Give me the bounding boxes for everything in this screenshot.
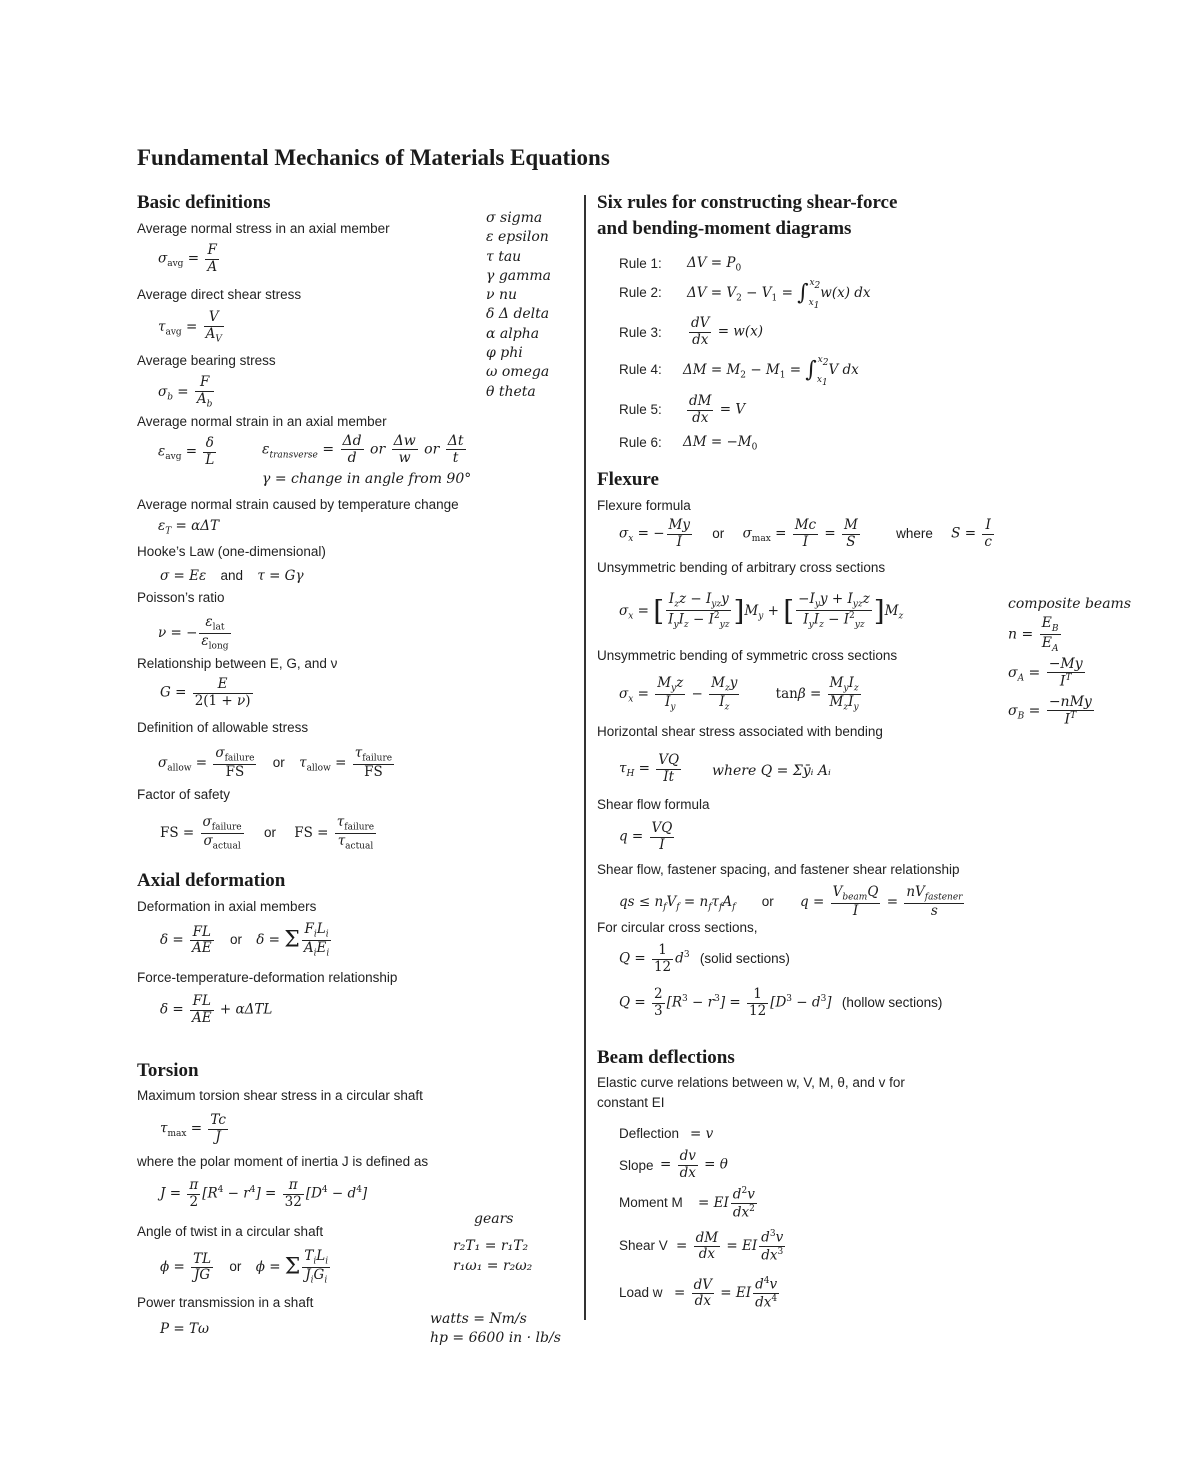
eq-horizontal-shear: $\tau_H$ = $\frac{VQ}{It}$: [619, 752, 680, 785]
eq-rule-3: $\frac{dV}{dx}$ = w(x): [691, 315, 764, 348]
eq-hookes-law: σ = Eε and τ = Gγ: [160, 568, 304, 584]
column-divider: [584, 195, 586, 1320]
eq-horsepower: hp = 6600 in · lb/s: [430, 1330, 561, 1346]
heading-basic-definitions: Basic definitions: [137, 192, 271, 213]
eq-composite-n: n = $\frac{E_B}{E_A}$: [1008, 615, 1059, 654]
greek-item: σ sigma: [486, 210, 543, 226]
greek-item: τ tau: [486, 248, 522, 265]
label-shear-flow: Shear flow formula: [597, 797, 710, 812]
greek-item: ε epsilon: [486, 229, 549, 246]
eq-unsymmetric-symmetric: $\sigma_x$ = $\frac{M_yz}{I_y}$ − $\frac{M_zy}{I_z}$ tanβ = $\frac{M_yI_z}{M_zI_y}$: [619, 675, 859, 713]
eq-composite-sigma-a: $\sigma_A$ = $\frac{-My}{I^T}$: [1008, 656, 1083, 690]
word-where: where: [896, 525, 933, 541]
eq-q-solid: Q = $\frac{1}{12}$ $d^3$ (solid sections): [619, 942, 790, 975]
label-poissons-ratio: Poisson’s ratio: [137, 590, 225, 605]
label-axial-deformation: Deformation in axial members: [137, 899, 317, 914]
heading-flexure: Flexure: [597, 469, 659, 490]
eq-gears-torque: r₂T₁ = r₁T₂: [453, 1238, 529, 1254]
label-relationship-egv: Relationship between E, G, and ν: [137, 656, 338, 671]
word-and: and: [220, 568, 244, 583]
eq-polar-moment: J = $\frac{\pi}{2}$ $[R^4 - r^4]$ = $\frac{\pi}{32}$ $[D^4 - d^4]$: [160, 1177, 368, 1210]
word-or: or: [263, 825, 276, 841]
eq-watts: watts = Nm/s: [430, 1311, 527, 1327]
label-flexure-formula: Flexure formula: [597, 498, 691, 513]
greek-item: δ Δ delta: [486, 306, 550, 323]
composite-beams-label: composite beams: [1008, 596, 1132, 612]
page-title: Fundamental Mechanics of Materials Equations: [137, 145, 610, 170]
label-circular-sections: For circular cross sections,: [597, 920, 758, 935]
hollow-sections-note: (hollow sections): [841, 994, 943, 1010]
eq-fastener-relationship: qs ≤ $n_fV_f = n_f\tau_fA_f$ or q = $\frac{V_{beam}Q}{I}$ = $\frac{nV_{fastener}}{s}$: [619, 884, 963, 920]
eq-thermal-strain: $\varepsilon_T = \alpha\Delta T$: [158, 518, 220, 537]
eq-shear-flow: q = $\frac{VQ}{I}$: [619, 820, 673, 853]
greek-item: α alpha: [486, 325, 540, 342]
greek-item: φ phi: [486, 345, 523, 362]
eq-rule-5: $\frac{dM}{dx}$ = V: [689, 393, 746, 426]
label-bearing-stress: Average bearing stress: [137, 353, 276, 368]
greek-legend: [486, 209, 551, 402]
rule-4-label: Rule 4:: [619, 362, 662, 377]
eq-composite-sigma-b: $\sigma_B$ = $\frac{\text{−nMy}}{I^T}$: [1008, 694, 1092, 728]
eq-transverse-strain: $\varepsilon_{transverse}$ = $\frac{\Delta d}{d}$ or $\frac{\Delta w}{w}$ or $\frac{\Delta t}{t}$: [262, 433, 464, 467]
eq-rule-1: $\Delta V = P_0$: [687, 255, 742, 274]
greek-item: γ gamma: [486, 267, 552, 284]
eq-load: = $\frac{dV}{dx}$ = EI $\frac{d^4v}{dx^4}$: [674, 1276, 778, 1311]
rule-3-label: Rule 3:: [619, 325, 662, 340]
label-allowable-stress: Definition of allowable stress: [137, 720, 309, 735]
eq-bearing-stress: $\sigma_b$ = $\frac{F}{A_b}$: [158, 374, 213, 410]
label-hookes-law: Hooke’s Law (one-dimensional): [137, 544, 326, 559]
eq-power-transmission: P = Tω: [160, 1321, 209, 1337]
eq-factor-of-safety: FS = $\frac{\sigma_{failure}}{\sigma_{actual}}$ or FS = $\frac{\tau_{failure}}{\tau_{actual}}$: [160, 814, 375, 852]
label-angle-of-twist: Angle of twist in a circular shaft: [137, 1224, 324, 1239]
eq-slope: = $\frac{dv}{dx}$ = θ: [660, 1148, 728, 1181]
eq-q-hollow: Q = $\frac{2}{3}$ $[R^3 - r^3]$ = $\frac{1}{12}$ $[D^3 - d^3]$ (hollow sections): [619, 986, 943, 1019]
heading-six-rules-1: Six rules for constructing shear-force: [597, 192, 898, 213]
label-shear: Shear V: [619, 1238, 668, 1253]
rule-2-label: Rule 2:: [619, 285, 662, 300]
eq-avg-normal-stress: $\sigma_{avg}$ = $\frac{F}{A}$: [158, 242, 218, 275]
eq-flexure-formula: $\sigma_x$ = − $\frac{My}{I}$ or $\sigma_{max}$ = $\frac{Mc}{I}$ = $\frac{M}{S}$ where S = $\frac{I}{c}$: [619, 517, 992, 550]
eq-poissons-ratio: ν = − $\frac{\varepsilon_{lat}}{\varepsilon_{long}}$: [158, 614, 229, 652]
word-or: or: [229, 1259, 242, 1275]
label-avg-normal-stress: Average normal stress in an axial member: [137, 221, 390, 236]
gamma-note: γ = change in angle from 90°: [262, 471, 472, 487]
label-avg-shear-stress: Average direct shear stress: [137, 287, 302, 302]
greek-item: θ theta: [486, 383, 536, 400]
eq-angle-of-twist: ϕ = $\frac{TL}{JG}$ or ϕ = Σ $\frac{T_iL_i}{J_iG_i}$: [160, 1248, 329, 1286]
gears-label: gears: [474, 1211, 514, 1227]
eq-rule-4: $\Delta M = M_2 - M_1 = \int_{x_1}^{x_2}V$ dx: [683, 355, 859, 388]
label-horizontal-shear: Horizontal shear stress associated with bending: [597, 724, 883, 739]
label-fastener-relationship: Shear flow, fastener spacing, and fastener shear relationship: [597, 862, 960, 877]
greek-item: ν nu: [486, 287, 517, 304]
eq-unsymmetric-arbitrary: $\sigma_x$ = [ $\frac{I_zz - I_{yz}y}{I_yI_z - I^2_{yz}}$ ]$M_y$ + [ $\frac{-I_yy + I_{yz}z}{I_yI_z - I^2_{yz}}$ ]$M_z$: [619, 591, 904, 631]
rule-5-label: Rule 5:: [619, 402, 662, 417]
label-polar-moment: where the polar moment of inertia J is defined as: [137, 1154, 429, 1169]
eq-shear-modulus: G = $\frac{E}{2(1 + \nu)}$: [160, 676, 251, 709]
label-constant-ei: constant EI: [597, 1095, 665, 1110]
word-or: or: [712, 525, 725, 541]
eq-gears-speed: r₁ω₁ = r₂ω₂: [453, 1258, 533, 1274]
label-unsymmetric-arbitrary: Unsymmetric bending of arbitrary cross sections: [597, 560, 886, 575]
eq-moment: = EI $\frac{d^2v}{dx^2}$: [698, 1186, 755, 1221]
eq-force-temp-deformation: δ = $\frac{FL}{AE}$ + αΔTL: [160, 993, 273, 1026]
eq-where-q: where Q = Σȳᵢ Aᵢ: [712, 763, 831, 779]
solid-sections-note: (solid sections): [699, 950, 790, 966]
eq-axial-deformation: δ = $\frac{FL}{AE}$ or δ = Σ $\frac{F_iL_i}{A_iE_i}$: [160, 921, 330, 959]
rule-6-label: Rule 6:: [619, 435, 662, 450]
eq-avg-shear-stress: $\tau_{avg}$ = $\frac{V}{A_V}$: [158, 309, 222, 345]
heading-axial-deformation: Axial deformation: [137, 870, 286, 891]
label-elastic-curve: Elastic curve relations between w, V, M, θ, and v for: [597, 1075, 905, 1090]
label-power-transmission: Power transmission in a shaft: [137, 1295, 314, 1310]
rule-1-label: Rule 1:: [619, 256, 662, 271]
eq-deflection: = v: [690, 1126, 714, 1142]
label-force-temp-deformation: Force-temperature-deformation relationship: [137, 970, 398, 985]
word-or: or: [229, 932, 242, 948]
greek-item: ω omega: [486, 364, 550, 381]
word-or: or: [761, 893, 774, 909]
heading-six-rules-2: and bending-moment diagrams: [597, 218, 852, 239]
eq-allowable-stress: $\sigma_{allow}$ = $\frac{\sigma_{failure}}{FS}$ or $\tau_{allow}$ = $\frac{\tau_{failure}}{FS}$: [158, 745, 393, 781]
label-max-torsion-stress: Maximum torsion shear stress in a circular shaft: [137, 1088, 423, 1103]
eq-max-torsion-stress: $\tau_{max}$ = $\frac{Tc}{J}$: [160, 1112, 226, 1145]
label-slope: Slope: [619, 1158, 654, 1173]
label-moment: Moment M: [619, 1195, 683, 1210]
heading-torsion: Torsion: [137, 1060, 199, 1081]
heading-beam-deflections: Beam deflections: [597, 1047, 735, 1068]
label-unsymmetric-symmetric: Unsymmetric bending of symmetric cross sections: [597, 648, 898, 663]
eq-rule-2: $\Delta V = V_2 - V_1 = \int_{x_1}^{x_2}w(x)$ dx: [687, 278, 871, 311]
label-factor-of-safety: Factor of safety: [137, 787, 231, 802]
eq-rule-6: $\Delta M = -M_0$: [683, 434, 758, 453]
label-thermal-strain: Average normal strain caused by temperature change: [137, 497, 459, 512]
label-load: Load w: [619, 1285, 663, 1300]
eq-avg-normal-strain: $\varepsilon_{avg}$ = $\frac{\delta}{L}$: [158, 435, 215, 468]
word-or: or: [272, 754, 285, 770]
label-deflection: Deflection: [619, 1126, 680, 1141]
label-avg-normal-strain: Average normal strain in an axial member: [137, 414, 387, 429]
eq-shear: = $\frac{dM}{dx}$ = EI $\frac{d^3v}{dx^3}$: [676, 1229, 784, 1264]
